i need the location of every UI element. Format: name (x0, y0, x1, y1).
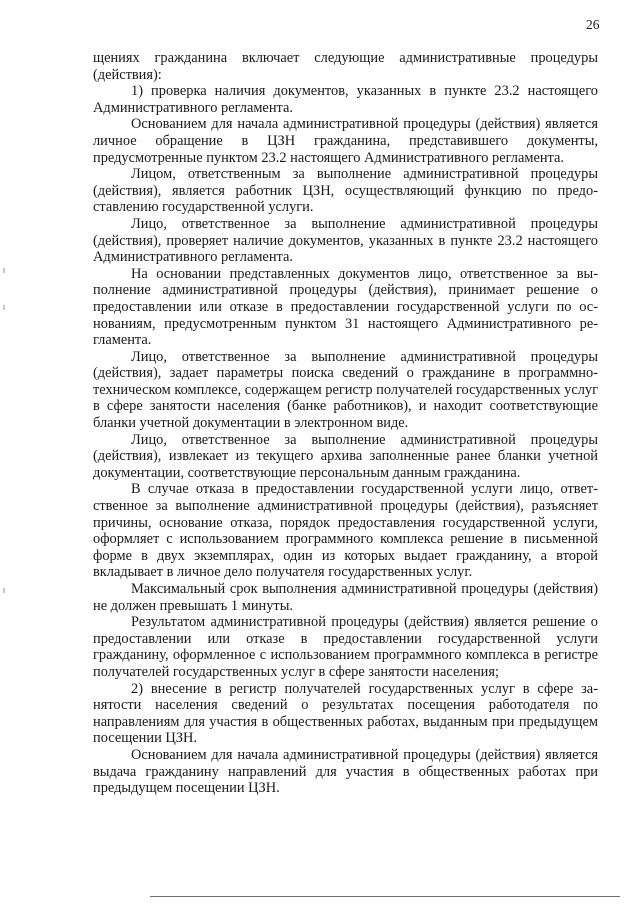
paragraph-continuation: щениях гражданина включает следующие административные процедуры (действия): (93, 50, 598, 83)
paragraph: Лицо, ответственное за выполнение административной процедуры (действия), извлекает из текущего архива заполненные ранее бланки учетной документации, соответствующие персональным данным гражданина. (93, 431, 598, 481)
paragraph: На основании представленных документов лицо, ответственное за выполнение административной процедуры (действия), принимает решение о предоставлении или отказе в предоставлении государственной услуги по основаниям, предусмотренным пунктом 31 настоящего Административного регламента. (93, 265, 598, 349)
paragraph: Лицом, ответственным за выполнение административной процедуры (действия), является работник ЦЗН, осуществляющий функцию по предоставлению государственной услуги. (93, 166, 598, 216)
document-body (93, 50, 598, 797)
paragraph: В случае отказа в предоставлении государственной услуги лицо, ответственное за выполнение административной процедуры (действия), разъясняет причины, основание отказа, порядок предоставления государственной услуги, оформляет с использованием программного комплекса решение в письменной форме в двух экземплярах, один из которых выдает гражданину, а второй вкладывает в личное дело получателя государственных услуг. (93, 481, 598, 581)
scan-margin-mark (3, 588, 5, 593)
scan-margin-mark (3, 268, 5, 273)
paragraph: 1) проверка наличия документов, указанных в пункте 23.2 настоящего Административного регламента. (93, 83, 598, 116)
page-number: 26 (586, 17, 600, 32)
page-bottom-rule (150, 896, 620, 897)
paragraph: Результатом административной процедуры (действия) является решение о предоставлении или отказе в предоставлении государственной услуги гражданину, оформленное с использованием программного комплекса в регистре получателей государственных услуг в сфере занятости населения; (93, 614, 598, 680)
paragraph: Максимальный срок выполнения административной процедуры (действия) не должен превышать 1 минуты. (93, 581, 598, 614)
paragraph: Основанием для начала административной процедуры (действия) является выдача гражданину направлений для участия в общественных работах при предыдущем посещении ЦЗН. (93, 746, 598, 797)
paragraph: Лицо, ответственное за выполнение административной процедуры (действия), задает параметры поиска сведений о гражданине в программно-техническом комплексе, содержащем регистр получателей государственных услуг в сфере занятости населения (банке работников), и находит соответствующие бланки учетной документации в электронном виде. (93, 348, 598, 432)
paragraph: Основанием для начала административной процедуры (действия) является личное обращение в ЦЗН гражданина, представившего документы, предусмотренные пунктом 23.2 настоящего Административного регламента. (93, 116, 598, 166)
scan-margin-mark (3, 305, 5, 310)
paragraph: 2) внесение в регистр получателей государственных услуг в сфере занятости населения сведений о результатах посещения работодателя по направлениям для участия в общественных работах, выданным при предыдущем посещении ЦЗН. (93, 680, 598, 747)
paragraph: Лицо, ответственное за выполнение административной процедуры (действия), проверяет наличие документов, указанных в пункте 23.2 настоящего Административного регламента. (93, 215, 598, 266)
